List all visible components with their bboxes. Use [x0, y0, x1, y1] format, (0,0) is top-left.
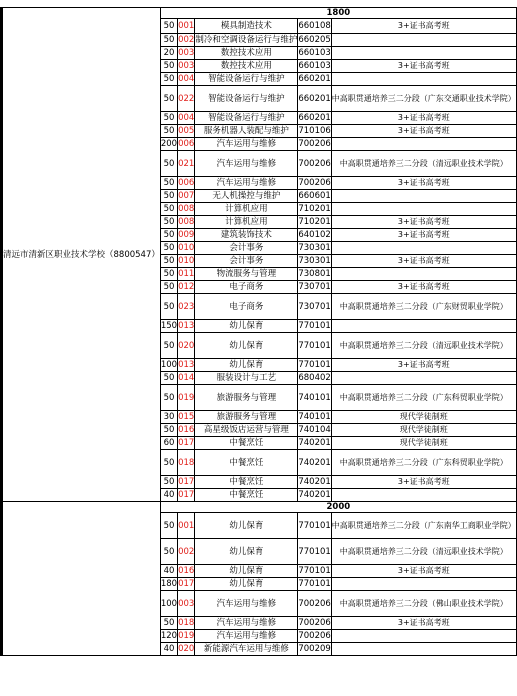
remark [331, 372, 516, 385]
plan-count: 100 [160, 360, 178, 370]
remark [331, 268, 516, 281]
remark: 3+证书高考班 [331, 112, 516, 125]
remark: 3+证书高考班 [331, 19, 516, 34]
major-code: 002 [178, 539, 195, 565]
major-name: 幼儿保育 [195, 333, 298, 359]
major-code: 003 [178, 48, 195, 58]
school-total-row [1, 8, 517, 19]
plan-count: 50 [160, 177, 177, 190]
major-catalog-code: 680402 [298, 373, 331, 383]
major-catalog-code: 640102 [298, 230, 331, 240]
major-name: 中餐烹饪 [195, 489, 298, 502]
plan-count: 50 [160, 372, 177, 385]
plan-count: 50 [160, 203, 177, 216]
major-catalog-code: 660108 [298, 19, 331, 34]
remark: 中高职贯通培养三二分段（广东交通职业技术学院） [331, 86, 516, 112]
major-name: 服务机器人装配与维护 [195, 125, 298, 138]
plan-count: 40 [160, 489, 177, 502]
major-code: 010 [178, 256, 195, 266]
school-total-row [1, 502, 517, 513]
major-code: 016 [178, 566, 195, 576]
remark [331, 578, 516, 591]
major-name: 智能设备运行与维护 [195, 73, 298, 86]
major-code: 006 [178, 139, 195, 149]
major-name: 汽车运用与维修 [195, 138, 298, 151]
major-name: 数控技术应用 [195, 47, 298, 60]
major-catalog-code: 770101 [298, 333, 331, 359]
major-catalog-code: 700206 [298, 178, 331, 188]
major-catalog-code: 770101 [298, 513, 331, 539]
remark: 3+证书高考班 [331, 255, 516, 268]
major-name: 数控技术应用 [195, 60, 298, 73]
major-code: 001 [178, 19, 195, 34]
major-code: 012 [178, 282, 195, 292]
major-catalog-code: 770101 [298, 360, 331, 370]
major-name: 高星级饭店运营与管理 [195, 424, 298, 437]
remark [331, 138, 516, 151]
major-code: 009 [178, 230, 195, 240]
plan-count: 50 [160, 86, 177, 112]
plan-count: 50 [160, 19, 177, 34]
remark [331, 34, 516, 47]
plan-count: 180 [160, 579, 178, 589]
plan-count: 200 [160, 139, 178, 149]
major-code: 019 [178, 631, 195, 641]
plan-count: 50 [160, 125, 177, 138]
major-name: 旅游服务与管理 [195, 385, 298, 411]
major-code: 016 [178, 425, 195, 435]
plan-count: 150 [160, 321, 178, 331]
major-catalog-code: 660601 [298, 191, 331, 201]
plan-count: 50 [160, 242, 177, 255]
major-code: 015 [178, 412, 195, 422]
major-name: 会计事务 [195, 242, 298, 255]
major-name: 中餐烹饪 [195, 476, 298, 489]
plan-count: 40 [160, 565, 177, 578]
major-catalog-code: 740101 [298, 412, 331, 422]
major-catalog-code: 770101 [298, 566, 331, 576]
major-name: 幼儿保育 [195, 565, 298, 578]
major-code: 023 [178, 294, 195, 320]
major-code: 018 [178, 450, 195, 476]
major-code: 003 [178, 591, 195, 617]
remark [331, 73, 516, 86]
plan-count: 50 [160, 190, 177, 203]
major-catalog-code: 730701 [298, 294, 331, 320]
plan-count: 50 [160, 385, 177, 411]
remark: 3+证书高考班 [331, 177, 516, 190]
major-code: 005 [178, 126, 195, 136]
major-code: 019 [178, 385, 195, 411]
major-catalog-code: 740201 [298, 477, 331, 487]
major-catalog-code: 770101 [298, 321, 331, 331]
plan-count: 100 [160, 591, 177, 617]
major-catalog-code: 730301 [298, 243, 331, 253]
plan-count: 50 [160, 255, 177, 268]
plan-count: 60 [160, 437, 177, 450]
major-code: 013 [178, 360, 195, 370]
remark: 3+证书高考班 [331, 617, 516, 630]
plan-count: 50 [160, 294, 177, 320]
major-code: 002 [178, 35, 195, 45]
major-catalog-code: 660205 [298, 35, 331, 45]
plan-count: 50 [160, 73, 177, 86]
remark [331, 320, 516, 333]
major-catalog-code: 770101 [298, 579, 331, 589]
total-plan: 2000 [160, 502, 516, 513]
major-name: 汽车运用与维修 [195, 591, 298, 617]
plan-count: 50 [160, 268, 177, 281]
major-name: 无人机操控与维护 [195, 190, 298, 203]
major-name: 会计事务 [195, 255, 298, 268]
plan-count: 50 [160, 333, 177, 359]
major-catalog-code: 730301 [298, 256, 331, 266]
remark: 中高职贯通培养三二分段（佛山职业技术学院） [331, 591, 516, 617]
remark: 中高职贯通培养三二分段（清远职业技术学院） [331, 333, 516, 359]
remark: 3+证书高考班 [331, 229, 516, 242]
major-name: 汽车运用与维修 [195, 177, 298, 190]
major-name: 电子商务 [195, 281, 298, 294]
major-code: 017 [178, 490, 195, 500]
major-code: 017 [178, 438, 195, 448]
major-code: 011 [178, 269, 195, 279]
major-name: 模具制造技术 [195, 19, 298, 34]
remark: 现代学徒制班 [331, 424, 516, 437]
major-catalog-code: 710106 [298, 126, 331, 136]
major-code: 008 [178, 204, 195, 214]
plan-count: 50 [160, 216, 177, 229]
major-name: 计算机应用 [195, 216, 298, 229]
major-name: 建筑装饰技术 [195, 229, 298, 242]
total-plan: 1800 [160, 8, 516, 19]
plan-count: 50 [160, 424, 177, 437]
remark: 中高职贯通培养三二分段（清远职业技术学院） [331, 539, 516, 565]
major-catalog-code: 700209 [298, 644, 331, 654]
remark: 中高职贯通培养三二分段（广东科贸职业学院） [331, 450, 516, 476]
plan-count: 50 [160, 34, 177, 47]
plan-count: 50 [160, 513, 177, 539]
remark: 3+证书高考班 [331, 476, 516, 489]
major-catalog-code: 660103 [298, 61, 331, 71]
enrollment-plan-table [0, 7, 517, 656]
major-code: 008 [178, 217, 195, 227]
major-code: 004 [178, 113, 195, 123]
major-name: 旅游服务与管理 [195, 411, 298, 424]
remark: 3+证书高考班 [331, 60, 516, 73]
major-name: 智能设备运行与维护 [195, 86, 298, 112]
major-name: 汽车运用与维修 [195, 151, 298, 177]
plan-count: 20 [160, 47, 177, 60]
major-catalog-code: 700206 [298, 151, 331, 177]
plan-count: 50 [160, 60, 177, 73]
major-catalog-code: 660201 [298, 74, 331, 84]
remark: 中高职贯通培养三二分段（清远职业技术学院） [331, 151, 516, 177]
plan-count: 40 [160, 643, 177, 656]
major-catalog-code: 740201 [298, 438, 331, 448]
remark: 3+证书高考班 [331, 216, 516, 229]
major-catalog-code: 660103 [298, 48, 331, 58]
major-name: 制冷和空调设备运行与维护 [195, 35, 298, 45]
major-name: 智能设备运行与维护 [195, 112, 298, 125]
major-code: 014 [178, 373, 195, 383]
school2-body [1, 502, 517, 656]
major-code: 017 [178, 579, 195, 589]
major-code: 020 [178, 333, 195, 359]
remark: 3+证书高考班 [331, 281, 516, 294]
major-catalog-code: 700206 [298, 631, 331, 641]
major-catalog-code: 660201 [298, 113, 331, 123]
remark: 3+证书高考班 [331, 565, 516, 578]
major-catalog-code: 730801 [298, 269, 331, 279]
major-catalog-code: 740201 [298, 490, 331, 500]
major-catalog-code: 740201 [298, 450, 331, 476]
plan-count: 50 [160, 229, 177, 242]
major-code: 006 [178, 178, 195, 188]
major-code: 022 [178, 86, 195, 112]
plan-count: 50 [160, 151, 177, 177]
remark: 现代学徒制班 [331, 437, 516, 450]
major-code: 010 [178, 243, 195, 253]
remark: 3+证书高考班 [331, 125, 516, 138]
major-name: 电子商务 [195, 294, 298, 320]
major-name: 计算机应用 [195, 203, 298, 216]
plan-count: 30 [160, 411, 177, 424]
remark [331, 203, 516, 216]
major-name: 新能源汽车运用与维修 [195, 643, 298, 656]
plan-count: 50 [160, 476, 177, 489]
major-catalog-code: 730701 [298, 282, 331, 292]
plan-count: 50 [160, 281, 177, 294]
plan-count: 120 [160, 631, 178, 641]
plan-count: 50 [160, 617, 177, 630]
major-catalog-code: 740101 [298, 385, 331, 411]
major-code: 007 [178, 191, 195, 201]
major-name: 汽车运用与维修 [195, 617, 298, 630]
major-name: 中餐烹饪 [195, 437, 298, 450]
remark: 中高职贯通培养三二分段（广东科贸职业学院） [331, 385, 516, 411]
major-code: 021 [178, 151, 195, 177]
major-name: 中餐烹饪 [195, 450, 298, 476]
remark [331, 242, 516, 255]
major-code: 017 [178, 477, 195, 487]
remark: 中高职贯通培养三二分段（广东南华工商职业学院） [331, 513, 516, 539]
major-code: 018 [178, 618, 195, 628]
major-catalog-code: 710201 [298, 217, 331, 227]
major-name: 幼儿保育 [195, 578, 298, 591]
major-code: 003 [178, 61, 195, 71]
major-catalog-code: 700206 [298, 139, 331, 149]
major-catalog-code: 700206 [298, 591, 331, 617]
school1-body [1, 8, 517, 502]
major-code: 004 [178, 74, 195, 84]
plan-count: 50 [160, 539, 177, 565]
remark: 现代学徒制班 [331, 411, 516, 424]
major-catalog-code: 660201 [298, 86, 331, 112]
remark [331, 489, 516, 502]
major-name: 幼儿保育 [195, 320, 298, 333]
major-name: 幼儿保育 [195, 539, 298, 565]
major-catalog-code: 710201 [298, 204, 331, 214]
major-code: 013 [178, 321, 195, 331]
major-name: 汽车运用与维修 [195, 630, 298, 643]
plan-count: 50 [160, 112, 177, 125]
major-name: 幼儿保育 [195, 359, 298, 372]
school-name-cell: 清远市清新区职业技术学校（8800547） [3, 8, 161, 502]
major-name: 幼儿保育 [195, 513, 298, 539]
major-catalog-code: 740104 [298, 425, 331, 435]
major-name: 服装设计与工艺 [195, 372, 298, 385]
major-catalog-code: 770101 [298, 539, 331, 565]
major-code: 001 [178, 513, 195, 539]
remark [331, 643, 516, 656]
remark [331, 47, 516, 60]
remark [331, 190, 516, 203]
remark: 中高职贯通培养三二分段（广东财贸职业学院） [331, 294, 516, 320]
remark: 3+证书高考班 [331, 359, 516, 372]
plan-count: 50 [160, 450, 177, 476]
school-name-cell [3, 502, 161, 656]
major-code: 020 [178, 644, 195, 654]
major-catalog-code: 700206 [298, 618, 331, 628]
major-name: 物流服务与管理 [195, 268, 298, 281]
remark [331, 630, 516, 643]
